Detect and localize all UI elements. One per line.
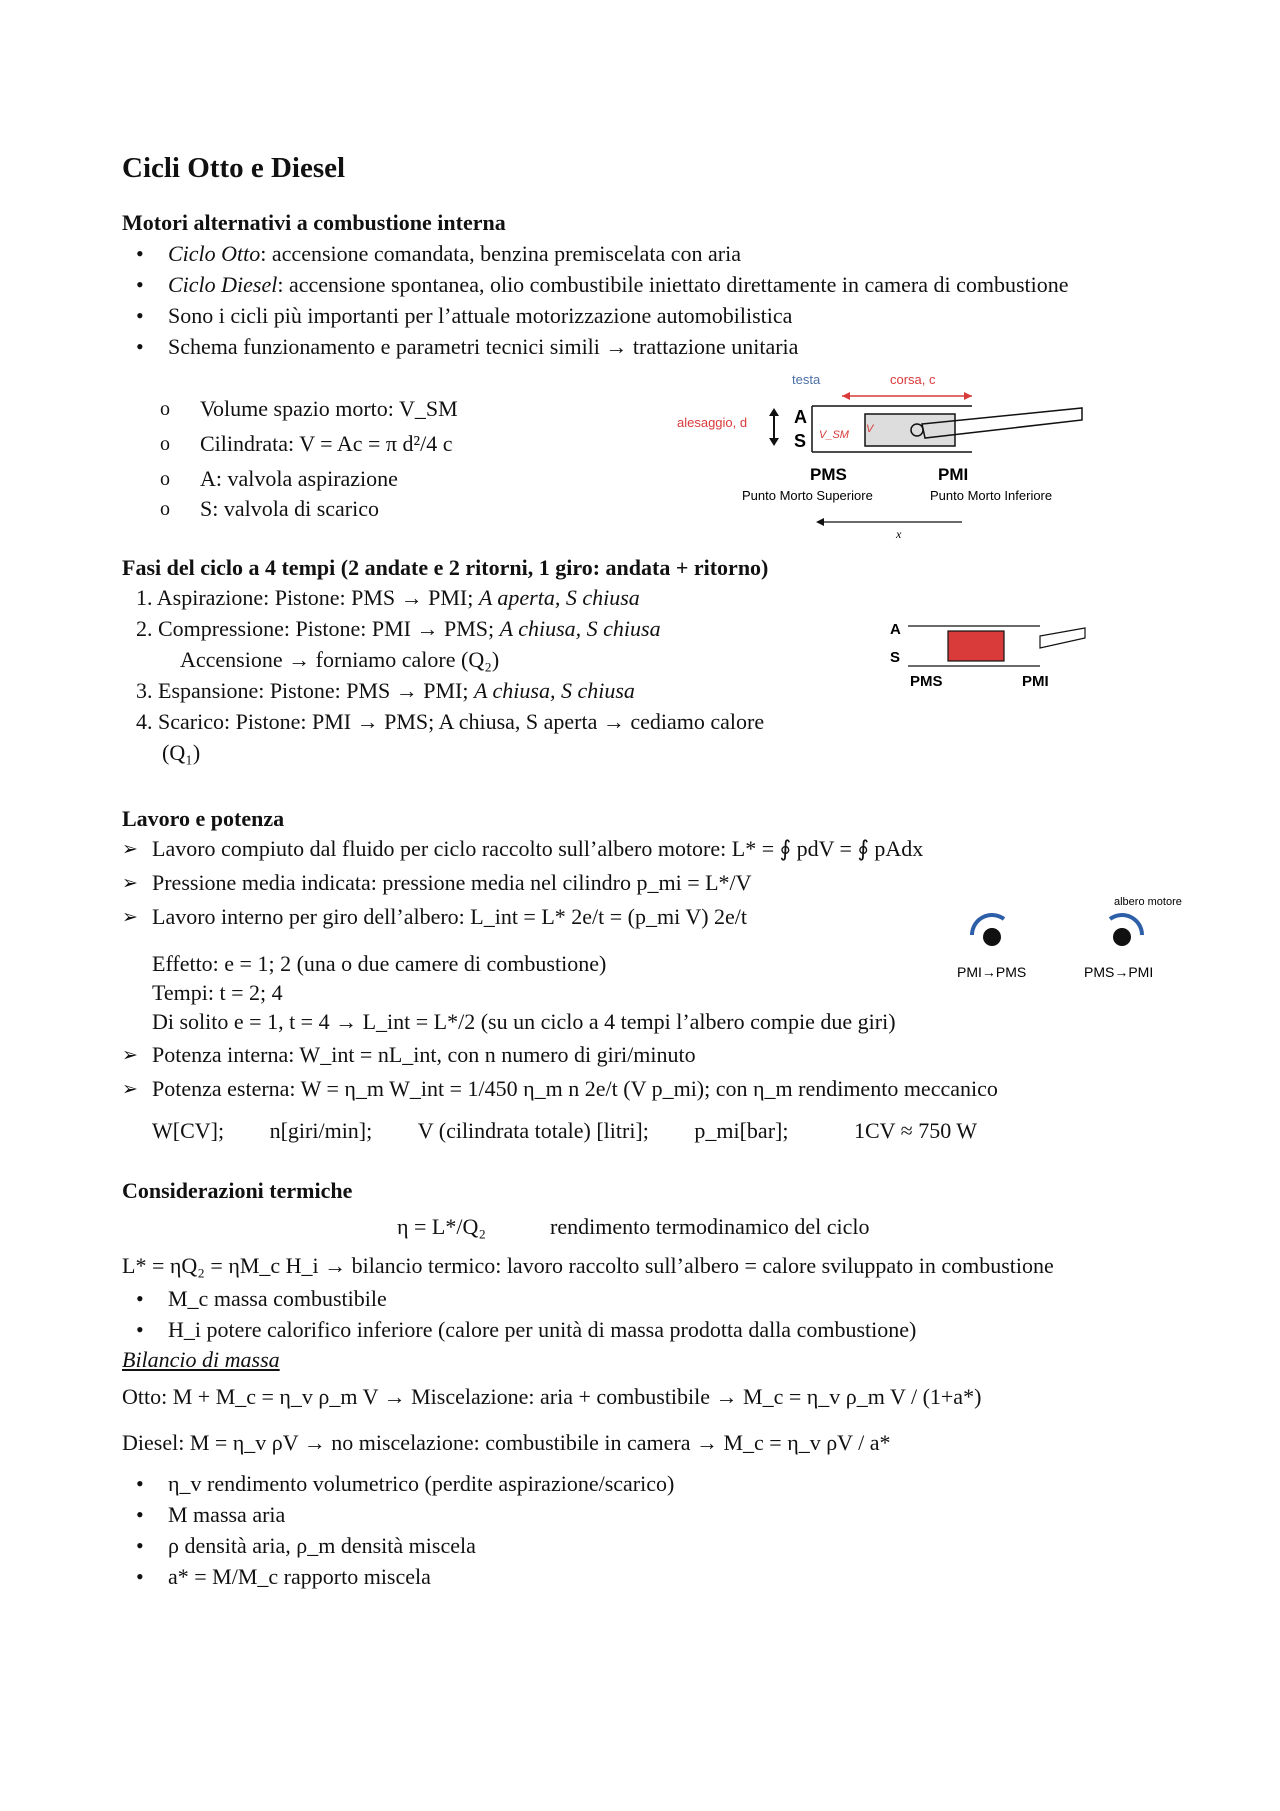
section-heading-motori: Motori alternativi a combustione interna — [122, 210, 506, 235]
list-item: • Schema funzionamento e parametri tecnici simili → trattazione unitaria — [122, 331, 1069, 362]
motori-bullet-list — [122, 238, 1069, 362]
pmi-full-label: Punto Morto Inferiore — [930, 488, 1053, 503]
list-item: • M massa aria — [122, 1499, 674, 1530]
list-item: • Ciclo Diesel: accensione spontanea, olio combustibile iniettato direttamente in camera di combustione — [122, 269, 1069, 300]
tempi-text: Tempi: t = 2; 4 — [152, 980, 283, 1005]
section-heading-fasi: Fasi del ciclo a 4 tempi (2 andate e 2 ritorni, 1 giro: andata + ritorno) — [122, 555, 769, 580]
disolito-text: Di solito e = 1, t = 4 → L_int = L*/2 (su un ciclo a 4 tempi l’albero compie due giri) — [152, 1009, 896, 1034]
pmi-label: PMI — [1022, 673, 1049, 690]
list-item: ➢ Potenza interna: W_int = nL_int, con n numero di giri/minuto — [122, 1038, 1162, 1072]
rotation-diagram — [832, 895, 1182, 995]
alesaggio-arrowhead-top — [769, 408, 779, 416]
albero-label: albero motore — [1114, 896, 1182, 908]
cylinder-diagram — [542, 372, 1102, 542]
potenza-list — [122, 1038, 1162, 1106]
x-axis-arrowhead — [816, 518, 824, 526]
effetto-text: Effetto: e = 1; 2 (una o due camere di combustione) — [152, 951, 607, 976]
testa-label: testa — [792, 372, 821, 387]
corsa-arrowhead-right — [964, 392, 972, 400]
valve-a-label: A — [794, 407, 807, 427]
lavoro-notes — [152, 949, 896, 1036]
list-item: 4. Scarico: Pistone: PMI → PMS; A chiusa, S aperta → cediamo calore — [136, 709, 765, 734]
valve-s-label: S — [890, 649, 901, 666]
list-item: 3. Espansione: Pistone: PMS → PMI; A chiusa, S chiusa — [136, 678, 635, 703]
list-item: • a* = M/M_c rapporto miscela — [122, 1561, 674, 1592]
geometry-sub-list — [122, 394, 458, 524]
alesaggio-arrowhead-bottom — [769, 438, 779, 446]
shaft-left — [983, 928, 1001, 946]
ignited-piston — [948, 631, 1004, 661]
list-item: ➢ Potenza esterna: W = η_m W_int = 1/450 η_m n 2e/t (V p_mi); con η_m rendimento meccanico — [122, 1072, 1162, 1106]
list-item: ➢ Pressione media indicata: pressione media nel cilindro p_mi = L*/V — [122, 866, 1162, 900]
vsm-label: V_SM — [819, 429, 849, 441]
pms-full-label: Punto Morto Superiore — [742, 488, 873, 503]
list-item: o S: valvola di scarico — [122, 494, 458, 524]
diesel-formula: Diesel: M = η_v ρV → no miscelazione: combustibile in camera → M_c = η_v ρV / a* — [122, 1430, 891, 1455]
list-item: • Ciclo Otto: accensione comandata, benzina premiscelata con aria — [122, 238, 1069, 269]
termiche-bullet-list — [122, 1283, 916, 1345]
q1-label: (Q₁) — [162, 740, 201, 765]
pms-pmi-label: PMS→PMI — [1084, 964, 1154, 980]
bilancio-termico: L* = ηQ₂ = ηM_c H_i → bilancio termico: lavoro raccolto sull’albero = calore sviluppato in combustione — [122, 1253, 1054, 1278]
valve-a-label: A — [890, 621, 901, 638]
section-heading-termiche: Considerazioni termiche — [122, 1178, 353, 1203]
list-item: 2. Compressione: Pistone: PMI → PMS; A chiusa, S chiusa — [136, 616, 661, 641]
connecting-rod — [1040, 628, 1085, 648]
massa-bullet-list — [122, 1468, 674, 1592]
valve-s-label: S — [794, 431, 807, 451]
section-heading-lavoro: Lavoro e potenza — [122, 806, 285, 831]
list-item: • M_c massa combustibile — [122, 1283, 916, 1314]
list-item: • ρ densità aria, ρ_m densità miscela — [122, 1530, 674, 1561]
bilancio-massa-title: Bilancio di massa — [122, 1347, 280, 1372]
list-item: ➢ Lavoro compiuto dal fluido per ciclo raccolto sull’albero motore: L* = ∮ pdV = ∮ pAdx — [122, 832, 1162, 866]
eta-formula: η = L*/Q₂ — [397, 1214, 487, 1239]
pmi-pms-label: PMI→PMS — [957, 964, 1027, 980]
piston — [865, 414, 955, 446]
shaft-right — [1113, 928, 1131, 946]
corsa-arrowhead-left — [842, 392, 850, 400]
pms-label: PMS — [810, 465, 847, 484]
list-item: o Cilindrata: V = Ac = π d²/4 c — [122, 424, 458, 464]
pmi-label: PMI — [938, 465, 969, 484]
pms-label: PMS — [910, 673, 943, 690]
ignition-diagram — [890, 618, 1090, 690]
x-label: x — [896, 527, 902, 541]
list-item: o Volume spazio morto: V_SM — [122, 394, 458, 424]
corsa-label: corsa, c — [890, 372, 936, 387]
list-item: 1. Aspirazione: Pistone: PMS → PMI; A aperta, S chiusa — [136, 585, 640, 610]
list-item: o A: valvola aspirazione — [122, 464, 458, 494]
alesaggio-label: alesaggio, d — [677, 415, 748, 430]
list-item: Accensione → forniamo calore (Q₂) — [180, 647, 500, 672]
list-item: • η_v rendimento volumetrico (perdite aspirazione/scarico) — [122, 1468, 674, 1499]
list-item: • Sono i cicli più importanti per l’attuale motorizzazione automobilistica — [122, 300, 1069, 331]
page-title: Cicli Otto e Diesel — [122, 152, 346, 184]
eta-description: rendimento termodinamico del ciclo — [550, 1214, 870, 1239]
units-row: W[CV]; n[giri/min]; V (cilindrata totale) [litri]; p_mi[bar]; 1CV ≈ 750 W — [152, 1118, 978, 1143]
list-item: ➢ Lavoro interno per giro dell’albero: L_int = L* 2e/t = (p_mi V) 2e/t — [122, 900, 1162, 934]
otto-formula: Otto: M + M_c = η_v ρ_m V → Miscelazione: aria + combustibile → M_c = η_v ρ_m V / (1+a*) — [122, 1384, 982, 1409]
v-label: V — [866, 423, 874, 435]
list-item: • H_i potere calorifico inferiore (calore per unità di massa prodotta dalla combustione) — [122, 1314, 916, 1345]
fasi-list — [136, 582, 956, 768]
